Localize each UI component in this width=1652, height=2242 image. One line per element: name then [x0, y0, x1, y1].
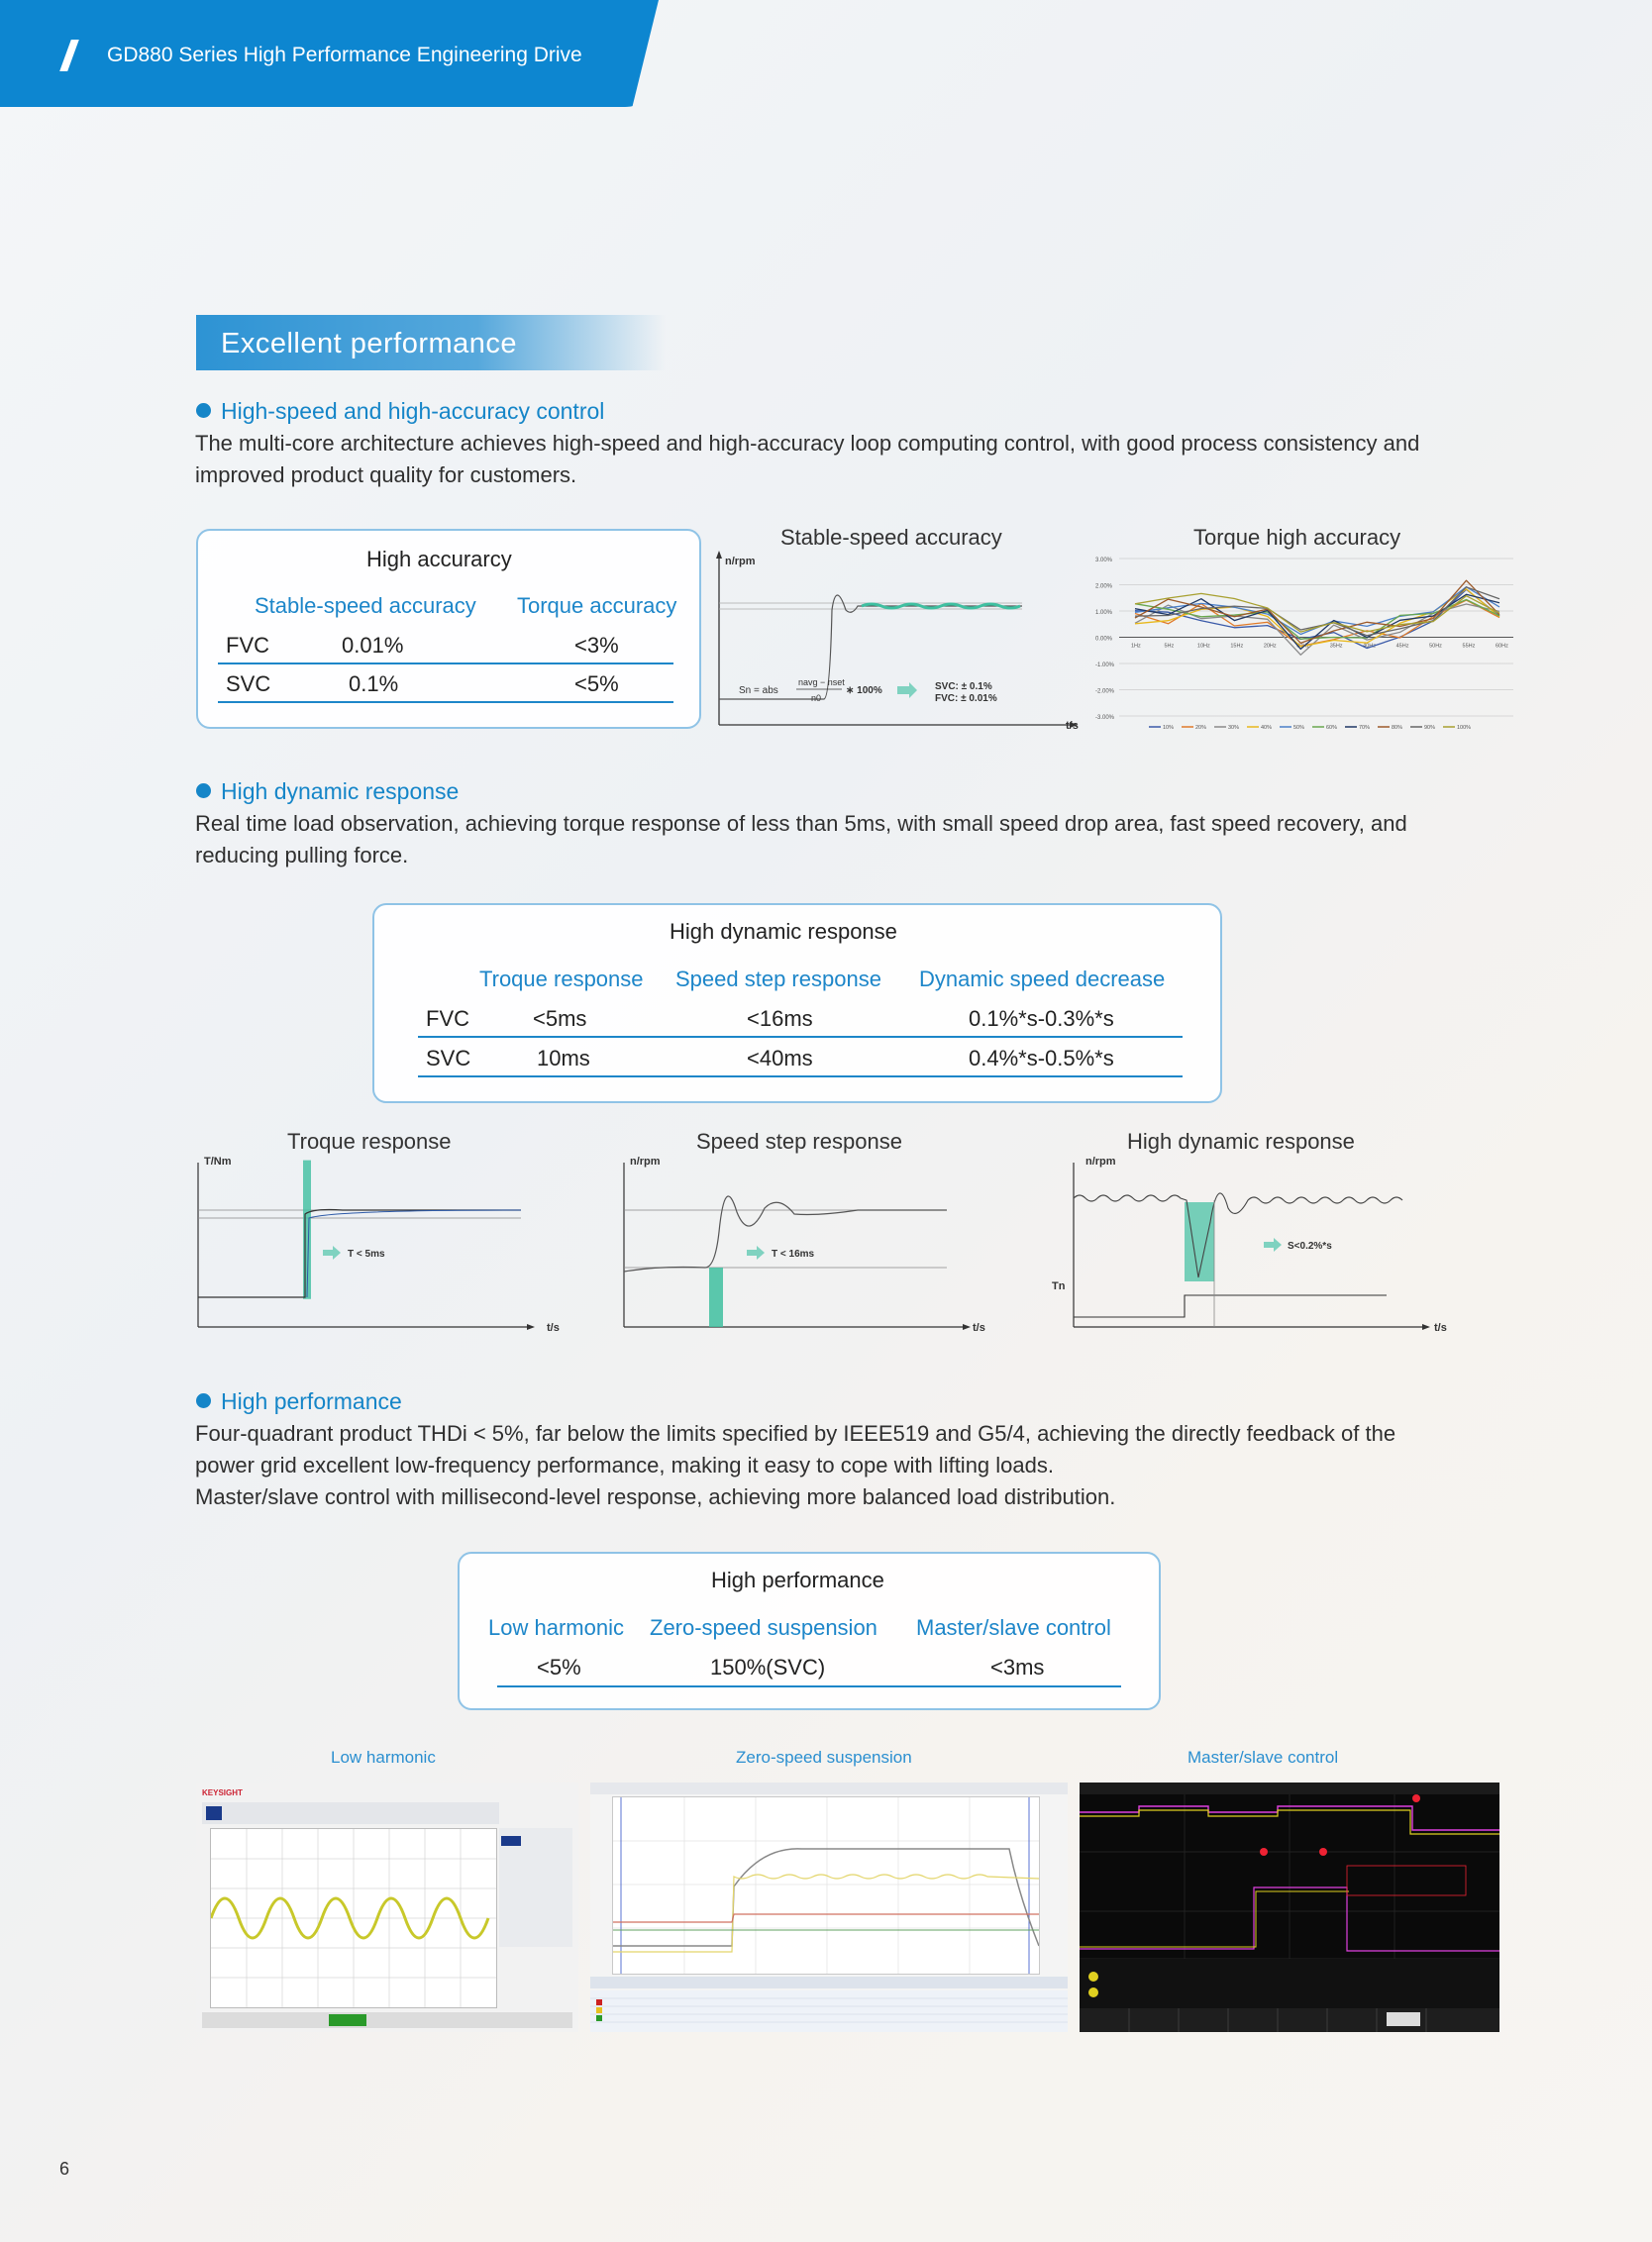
load-step	[1074, 1295, 1387, 1317]
performance-table	[458, 1552, 1161, 1710]
y-label: T/Nm	[204, 1156, 232, 1168]
x-tick-label: 10Hz	[1196, 643, 1210, 650]
x-label: t/s	[1434, 1322, 1447, 1334]
svc-note: SVC: ± 0.1%	[935, 681, 992, 692]
x-tick-label: 15Hz	[1230, 643, 1244, 650]
legend-label: 60%	[1326, 725, 1338, 731]
chart-title: Torque high accuracy	[1193, 525, 1401, 550]
cell: 0.1%*s-0.3%*s	[969, 1006, 1114, 1031]
trend-plot	[613, 1797, 1039, 1974]
table-rule	[218, 701, 673, 703]
current-trace	[613, 1914, 1039, 1922]
x-tick-label: 35Hz	[1329, 643, 1343, 650]
heading-text: High dynamic response	[221, 778, 460, 804]
accuracy-table	[196, 529, 701, 729]
scope-plot	[211, 1829, 496, 2007]
toolbar	[202, 1802, 499, 1824]
heading-performance	[196, 1388, 402, 1415]
x-arrow-icon	[1422, 1324, 1430, 1330]
x-tick-label: 20Hz	[1263, 643, 1277, 650]
cell: 10ms	[537, 1046, 590, 1070]
scope-plot	[1080, 1783, 1499, 2032]
brand-logo: KEYSIGHT	[202, 1788, 243, 1797]
toolbar	[590, 1783, 1068, 1794]
table-title: High accurarcy	[366, 547, 512, 571]
x-tick-label: 40Hz	[1363, 643, 1377, 650]
cell: <5%	[537, 1655, 581, 1680]
paragraph-2	[195, 808, 1621, 871]
data-table	[590, 1990, 1068, 2032]
paragraph-line: Master/slave control with millisecond-level response, achieving more balanced load distribution.	[195, 1484, 1116, 1509]
bottom-bar	[202, 2012, 572, 2028]
y-tick-label: -3.00%	[1095, 715, 1115, 721]
row-label: FVC	[426, 1006, 469, 1031]
x-tick-label: 60Hz	[1496, 643, 1508, 650]
legend-label: 20%	[1195, 725, 1207, 731]
legend-label: 70%	[1359, 725, 1371, 731]
y-label: n/rpm	[630, 1156, 661, 1168]
y-tick-label: 0.00%	[1095, 636, 1113, 643]
zero-speed-screenshot	[590, 1783, 1068, 2032]
x-tick-label: 50Hz	[1429, 643, 1442, 650]
cell: <40ms	[747, 1046, 813, 1070]
side-panel	[499, 1828, 572, 1947]
caption: Zero-speed suspension	[736, 1748, 912, 1767]
row-label: SVC	[426, 1046, 471, 1070]
heading-text: High performance	[221, 1388, 402, 1414]
torque-accuracy-chart	[1089, 551, 1515, 737]
col-header: Zero-speed suspension	[650, 1615, 878, 1640]
col-header: Master/slave control	[916, 1615, 1111, 1640]
table-title: High performance	[711, 1568, 884, 1592]
bullet-dot-icon	[196, 1393, 211, 1408]
x-tick-label: 30Hz	[1296, 643, 1310, 650]
y-label: n/rpm	[725, 556, 756, 567]
legend-label: 80%	[1392, 725, 1403, 731]
x-arrow-icon	[527, 1324, 535, 1330]
speed-step-chart	[620, 1153, 996, 1335]
scope-area	[210, 1828, 497, 2008]
chart-title: Stable-speed accuracy	[780, 525, 1002, 550]
y-label: n/rpm	[1085, 1156, 1116, 1168]
dynamic-response-chart	[1050, 1153, 1456, 1335]
formula-den: n0	[811, 693, 822, 703]
bullet-dot-icon	[196, 783, 211, 798]
fvc-note: FVC: ± 0.01%	[935, 693, 997, 704]
paragraph-line: improved product quality for customers.	[195, 462, 577, 487]
header-title: GD880 Series High Performance Engineering Drive	[107, 44, 582, 66]
x-label: t/s	[1066, 720, 1079, 732]
paragraph-line: The multi-core architecture achieves high-speed and high-accuracy loop computing control, with good process consistency and	[195, 431, 1420, 456]
cell: <5ms	[533, 1006, 587, 1031]
cell: <5%	[574, 671, 619, 696]
speed-curve	[1074, 1193, 1402, 1277]
chart-title: Troque response	[287, 1129, 452, 1154]
arrow-icon	[747, 1246, 765, 1260]
paragraph-line: Real time load observation, achieving torque response of less than 5ms, with small speed drop area, fast speed recovery, and	[195, 811, 1407, 836]
paragraph-line: Four-quadrant product THDi < 5%, far below the limits specified by IEEE519 and G5/4, achieving the directly feedback of the	[195, 1421, 1396, 1446]
table-title: High dynamic response	[670, 919, 897, 944]
series-line	[1135, 604, 1499, 655]
section-title	[196, 315, 666, 370]
panel-indicator	[501, 1836, 521, 1846]
caption: Low harmonic	[331, 1748, 436, 1767]
paragraph-3	[195, 1418, 1621, 1513]
response-band	[709, 1268, 723, 1327]
bullet-dot-icon	[196, 403, 211, 418]
cell: 0.01%	[342, 633, 404, 658]
torque-trace	[613, 1875, 1039, 1952]
legend-label: 90%	[1424, 725, 1436, 731]
x-tick-label: 45Hz	[1395, 643, 1409, 650]
master-slave-screenshot	[1080, 1783, 1499, 2032]
y-tick-label: -1.00%	[1095, 662, 1115, 668]
y-tick-label: -2.00%	[1095, 688, 1115, 695]
col-header: Speed step response	[675, 967, 881, 991]
col-header: Torque accuracy	[517, 593, 677, 618]
channel-icon	[206, 1806, 222, 1820]
cell: <3%	[574, 633, 619, 658]
arrow-icon	[323, 1246, 341, 1260]
y-tick-label: 3.00%	[1095, 558, 1113, 563]
speed-curve	[624, 1196, 947, 1272]
legend-label: 100%	[1457, 725, 1472, 731]
table-rule	[418, 1036, 1183, 1038]
table-rule	[418, 1075, 1183, 1077]
cell: <16ms	[747, 1006, 813, 1031]
col-header: Dynamic speed decrease	[919, 967, 1166, 991]
page-number: 6	[59, 2159, 70, 2179]
legend-label: 40%	[1261, 725, 1273, 731]
row-label: SVC	[226, 671, 271, 696]
torque-response-chart	[194, 1153, 570, 1335]
dynamic-table	[372, 903, 1222, 1103]
torque-label: Tn	[1052, 1280, 1066, 1292]
legend-label: 10%	[1163, 725, 1175, 731]
harmonic-screenshot	[196, 1783, 578, 2032]
stable-speed-chart	[715, 551, 1082, 735]
heading-dynamic	[196, 778, 459, 805]
x-label: t/s	[547, 1322, 560, 1334]
section-title-text: Excellent performance	[221, 328, 518, 359]
col-header: Stable-speed accuracy	[255, 593, 476, 618]
chart-title: High dynamic response	[1127, 1129, 1355, 1154]
legend-label: 50%	[1293, 725, 1305, 731]
formula-num: navg − nset	[798, 677, 845, 687]
caption: Master/slave control	[1187, 1748, 1339, 1767]
col-header: Low harmonic	[488, 1615, 624, 1640]
arrow-icon	[897, 682, 917, 698]
y-tick-label: 2.00%	[1095, 583, 1113, 590]
status-bar	[590, 1977, 1068, 1988]
note: T < 5ms	[348, 1249, 385, 1260]
plot-area	[612, 1796, 1040, 1975]
x-label: t/s	[973, 1322, 985, 1334]
y-arrow-icon	[716, 551, 722, 559]
x-tick-label: 55Hz	[1462, 643, 1476, 650]
cell: 150%(SVC)	[710, 1655, 826, 1680]
arrow-icon	[1264, 1238, 1282, 1252]
paragraph-line: reducing pulling force.	[195, 843, 409, 867]
cell: <3ms	[990, 1655, 1045, 1680]
x-tick-label: 5Hz	[1164, 643, 1175, 650]
x-arrow-icon	[963, 1324, 971, 1330]
formula-left: Sn = abs	[739, 685, 778, 696]
run-button	[329, 2014, 366, 2026]
cell: 0.4%*s-0.5%*s	[969, 1046, 1114, 1070]
y-tick-label: 1.00%	[1095, 610, 1113, 616]
table-rule	[218, 662, 673, 664]
legend-label: 30%	[1228, 725, 1240, 731]
note: S<0.2%*s	[1288, 1241, 1332, 1252]
row-label: FVC	[226, 633, 269, 658]
col-header: Troque response	[479, 967, 644, 991]
paragraph-line: power grid excellent low-frequency performance, making it easy to cope with lifting loads.	[195, 1453, 1054, 1478]
ripple-band	[862, 604, 1020, 608]
chart-title: Speed step response	[696, 1129, 902, 1154]
cell: 0.1%	[349, 671, 399, 696]
formula-right: ∗ 100%	[846, 685, 882, 696]
heading-text: High-speed and high-accuracy control	[221, 398, 605, 424]
x-tick-label: 1Hz	[1131, 643, 1141, 650]
speed-trace	[613, 1849, 1039, 1946]
heading-high-speed	[196, 398, 604, 425]
table-rule	[497, 1685, 1121, 1687]
note: T < 16ms	[772, 1249, 815, 1260]
paragraph-1	[195, 428, 1621, 491]
